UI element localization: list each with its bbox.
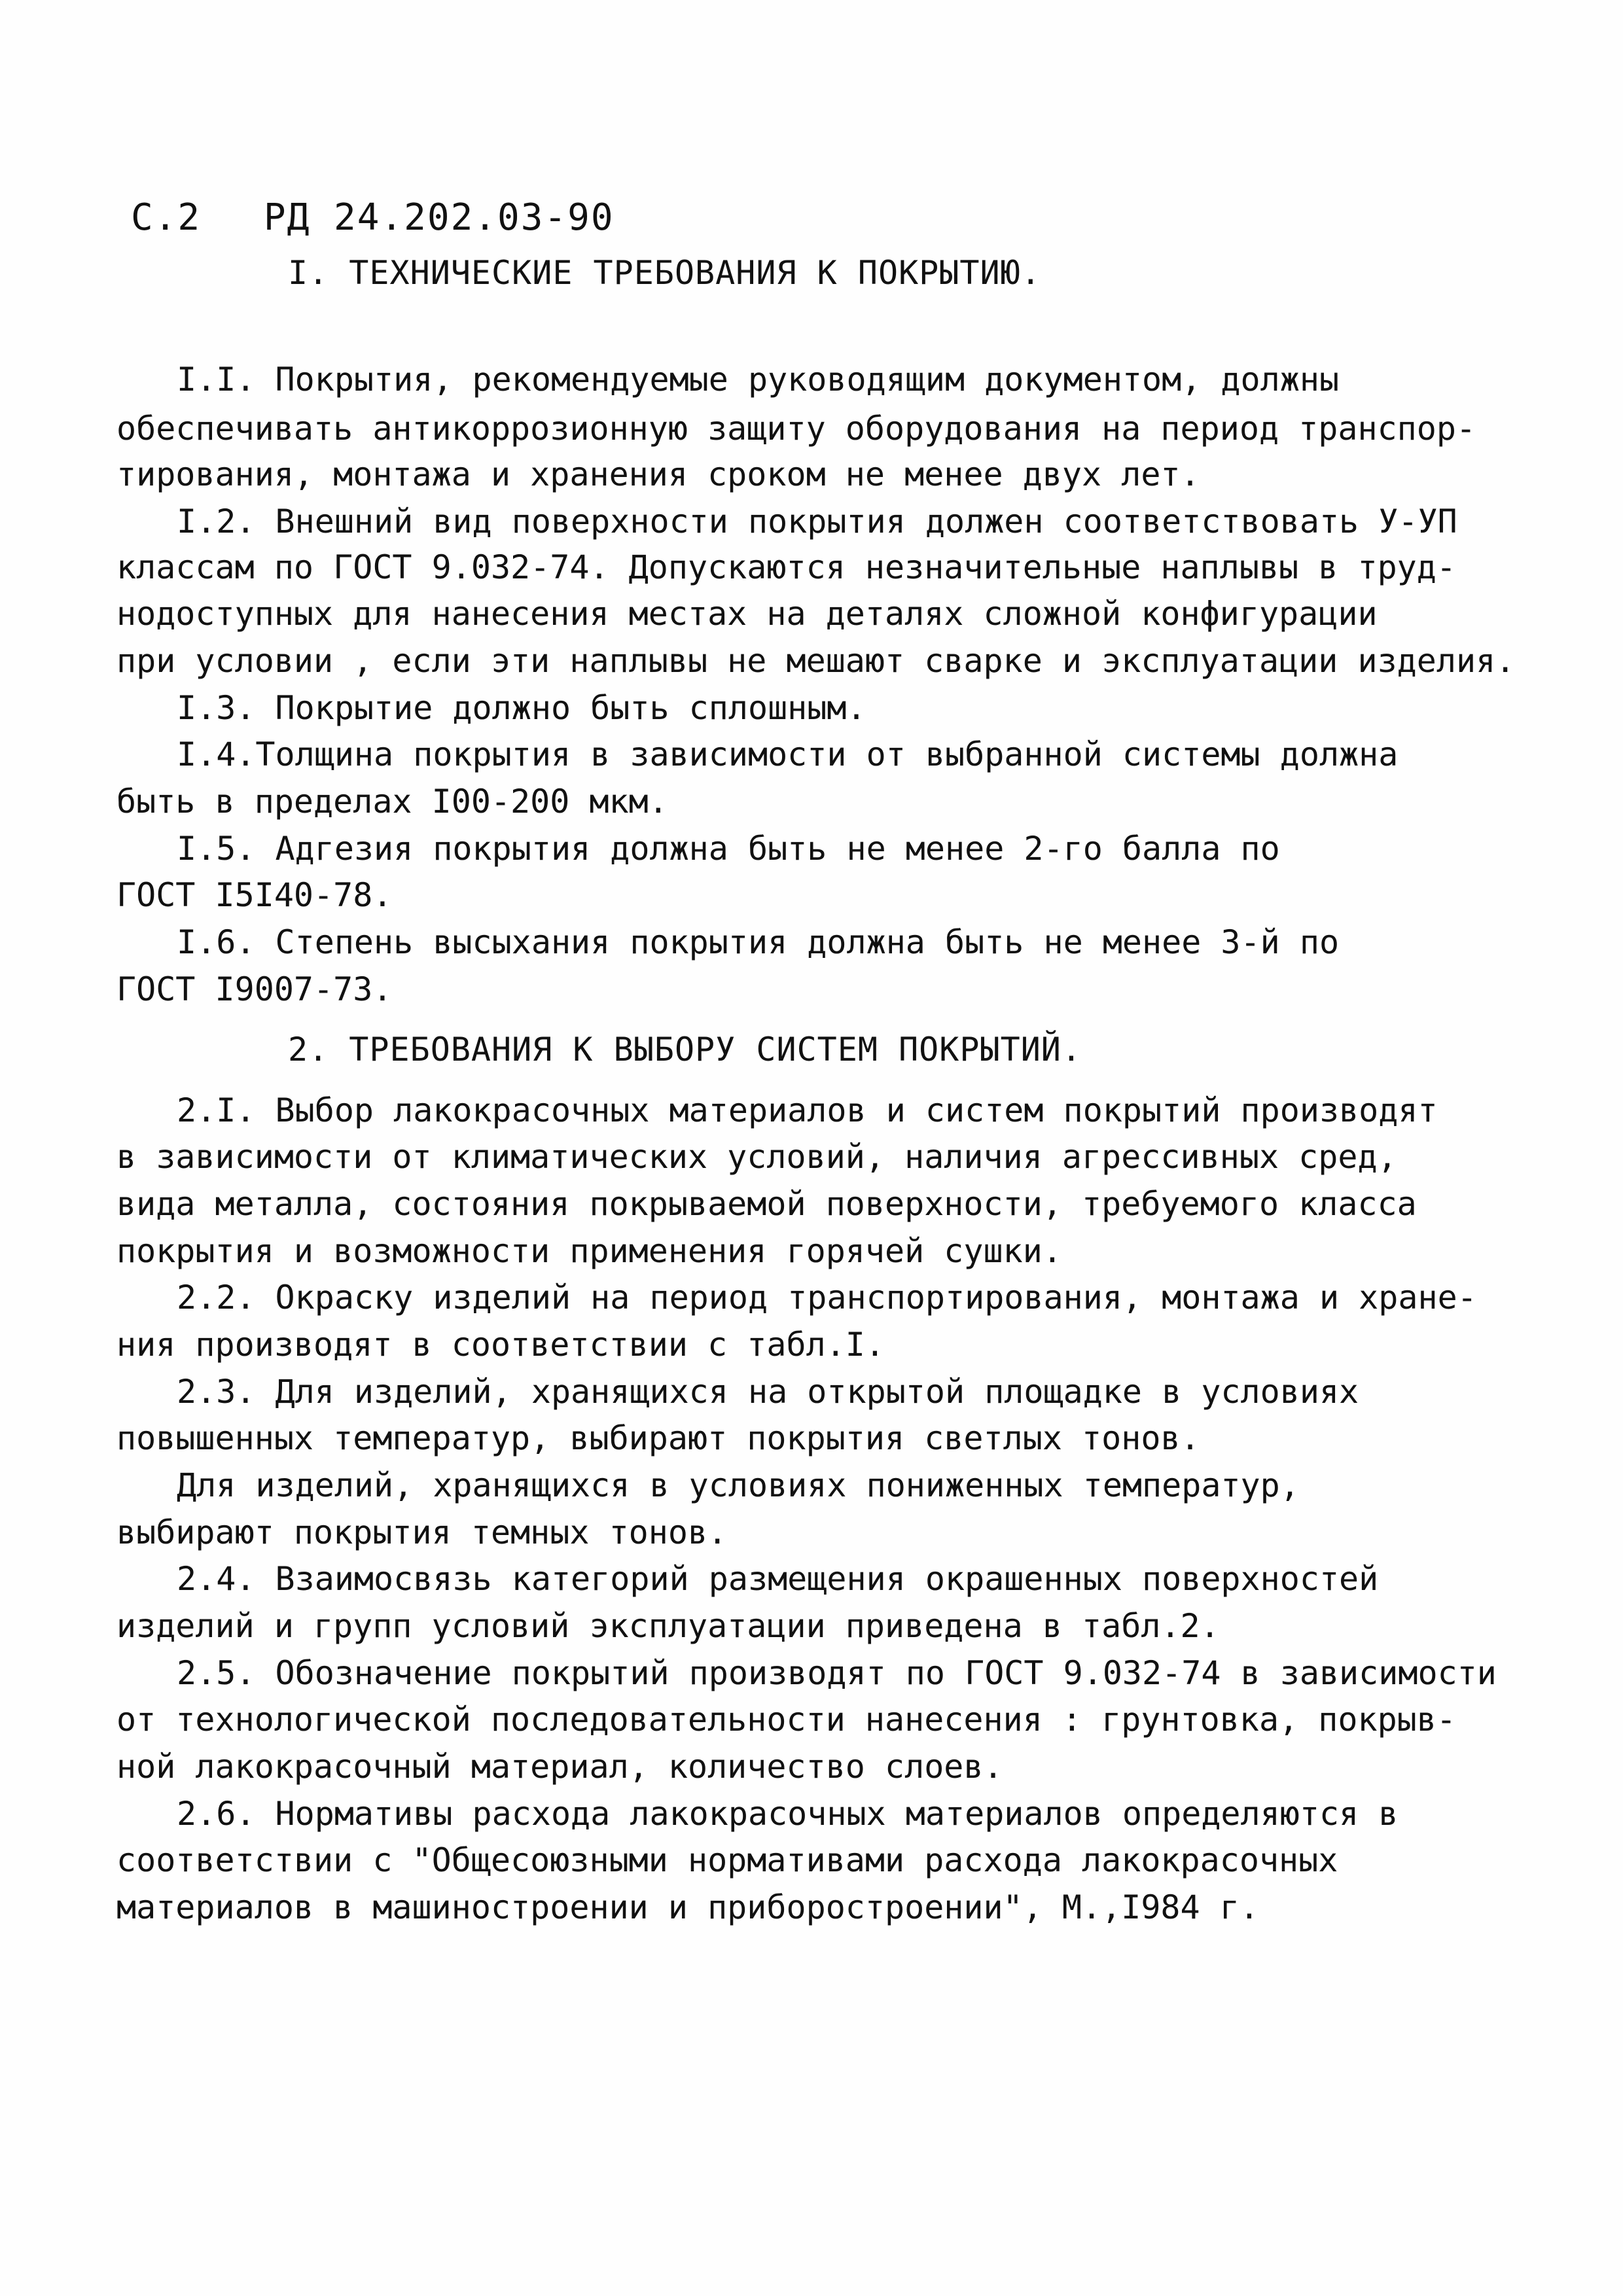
document-code: РД 24.202.03-90 [263,196,615,239]
paragraph-line: 2.3. Для изделий, хранящихся на открытой площадке в условиях [177,1373,1359,1411]
paragraph-line: изделий и групп условий эксплуатации приведена в табл.2. [116,1607,1220,1645]
paragraph-line: I.6. Степень высыхания покрытия должна быть не менее 3-й по [177,923,1340,961]
paragraph-line: I.5. Адгезия покрытия должна быть не менее 2-го балла по [177,830,1280,868]
paragraph-line: нодоступных для нанесения местах на деталях сложной конфигурации [116,595,1378,633]
paragraph-line: I.I. Покрытия, рекомендуемые руководящим документом, должны [177,361,1340,398]
paragraph-line: 2.4. Взаимосвязь категорий размещения окрашенных поверхностей [177,1560,1379,1598]
paragraph-line: I.4.Толщина покрытия в зависимости от выбранной системы должна [177,735,1399,773]
paragraph-line: 2.6. Нормативы расхода лакокрасочных материалов определяются в [177,1795,1399,1833]
paragraph-line: в зависимости от климатических условий, наличия агрессивных сред, [116,1138,1397,1176]
page-number: С.2 [131,196,202,239]
section-2-title: 2. ТРЕБОВАНИЯ К ВЫБОРУ СИСТЕМ ПОКРЫТИЙ. [288,1031,1082,1069]
paragraph-line: 2.5. Обозначение покрытий производят по ГОСТ 9.032-74 в зависимости [177,1654,1497,1692]
paragraph-line: классам по ГОСТ 9.032-74. Допускаются незначительные наплывы в труд- [116,548,1456,586]
paragraph-line: 2.I. Выбор лакокрасочных материалов и систем покрытий производят [177,1091,1438,1129]
paragraph-line: ния производят в соответствии с табл.I. [116,1326,885,1364]
page-header [131,196,615,239]
paragraph-line: 2.2. Окраску изделий на период транспортирования, монтажа и хране- [177,1279,1477,1316]
paragraph-line: Для изделий, хранящихся в условиях пониженных температур, [177,1466,1300,1504]
paragraph-line: ГОСТ I5I40-78. [116,876,393,914]
paragraph-line: I.3. Покрытие должно быть сплошным. [177,689,866,727]
paragraph-line: материалов в машиностроении и приборостроении", М.,I984 г. [116,1888,1259,1926]
paragraph-line: ной лакокрасочный материал, количество слоев. [116,1748,1003,1786]
paragraph-line: ГОСТ I9007-73. [116,970,393,1008]
paragraph-line: I.2. Внешний вид поверхности покрытия должен соответствовать У-УП [177,503,1457,540]
paragraph-line: обеспечивать антикоррозионную защиту оборудования на период транспор- [116,410,1476,448]
paragraph-line: соответствии с "Общесоюзными нормативами расхода лакокрасочных [116,1841,1338,1879]
paragraph-line: покрытия и возможности применения горячей сушки. [116,1232,1062,1270]
paragraph-line: при условии , если эти наплывы не мешают сварке и эксплуатации изделия. [116,642,1516,680]
paragraph-line: от технологической последовательности нанесения : грунтовка, покрыв- [116,1701,1456,1739]
paragraph-line: выбирают покрытия темных тонов. [116,1513,728,1551]
paragraph-line: вида металла, состояния покрываемой поверхности, требуемого класса [116,1185,1417,1223]
paragraph-line: тирования, монтажа и хранения сроком не менее двух лет. [116,455,1200,493]
paragraph-line: повышенных температур, выбирают покрытия светлых тонов. [116,1419,1200,1457]
section-1-title: I. ТЕХНИЧЕСКИЕ ТРЕБОВАНИЯ К ПОКРЫТИЮ. [288,254,1041,292]
paragraph-line: быть в пределах I00-200 мкм. [116,783,668,821]
